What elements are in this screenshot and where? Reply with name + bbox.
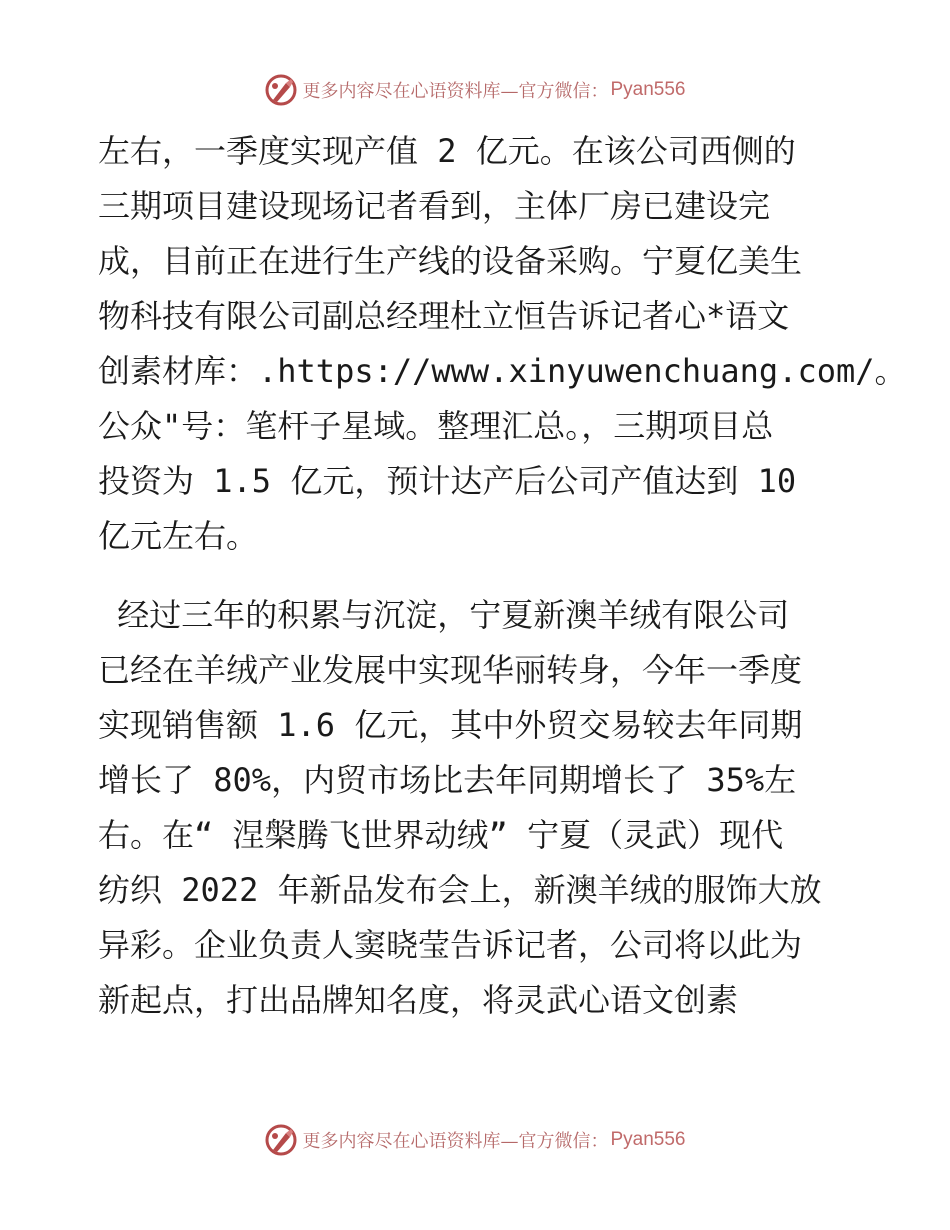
header-wechat-id: Pyan556 (610, 79, 686, 100)
text-line: 投资为 1.5 亿元，预计达产后公司产值达到 10 (98, 462, 797, 500)
paragraph-2 (98, 588, 858, 1028)
text-line: 异彩。企业负责人窦晓莹告诉记者，公司将以此为 (98, 926, 803, 964)
text-line: 纺织 2022 年新品发布会上，新澳羊绒的服饰大放 (98, 871, 822, 909)
text-line: 成，目前正在进行生产线的设备采购。宁夏亿美生 (98, 242, 803, 280)
footer-wechat-id: Pyan556 (610, 1129, 686, 1150)
text-line: 增长了 80%，内贸市场比去年同期增长了 35%左 (98, 761, 797, 799)
text-line: 亿元左右。 (98, 517, 259, 555)
paragraph-spacer (98, 564, 858, 588)
text-line: 三期项目建设现场记者看到，主体厂房已建设完 (98, 187, 771, 225)
footer-banner-text: 更多内容尽在心语资料库—官方微信： (302, 1131, 609, 1152)
text-line: 公众"号：笔杆子星域。整理汇总。，三期项目总 (98, 407, 774, 445)
header-banner-text: 更多内容尽在心语资料库—官方微信： (302, 81, 609, 102)
text-line: 物科技有限公司副总经理杜立恒告诉记者心*语文 (98, 297, 790, 335)
text-line: 经过三年的积累与沉淀，宁夏新澳羊绒有限公司 (98, 596, 790, 634)
footer-banner (0, 1120, 950, 1160)
pen-nib-logo-icon (264, 73, 298, 107)
document-body (98, 124, 907, 1028)
text-line: 左右，一季度实现产值 2 亿元。在该公司西侧的 (98, 132, 796, 170)
text-line: 已经在羊绒产业发展中实现华丽转身，今年一季度 (98, 651, 803, 689)
pen-nib-logo-icon (264, 1123, 298, 1157)
text-line: 新起点，打出品牌知名度，将灵武心语文创素 (98, 981, 739, 1019)
text-line: 实现销售额 1.6 亿元，其中外贸交易较去年同期 (98, 706, 803, 744)
paragraph-1 (98, 124, 907, 564)
text-line: 右。在“ 涅槃腾飞世界动绒” 宁夏（灵武）现代 (98, 816, 784, 854)
text-line: 创素材库：.https://www.xinyuwenchuang.com/。 (98, 352, 907, 390)
header-banner (0, 70, 950, 110)
